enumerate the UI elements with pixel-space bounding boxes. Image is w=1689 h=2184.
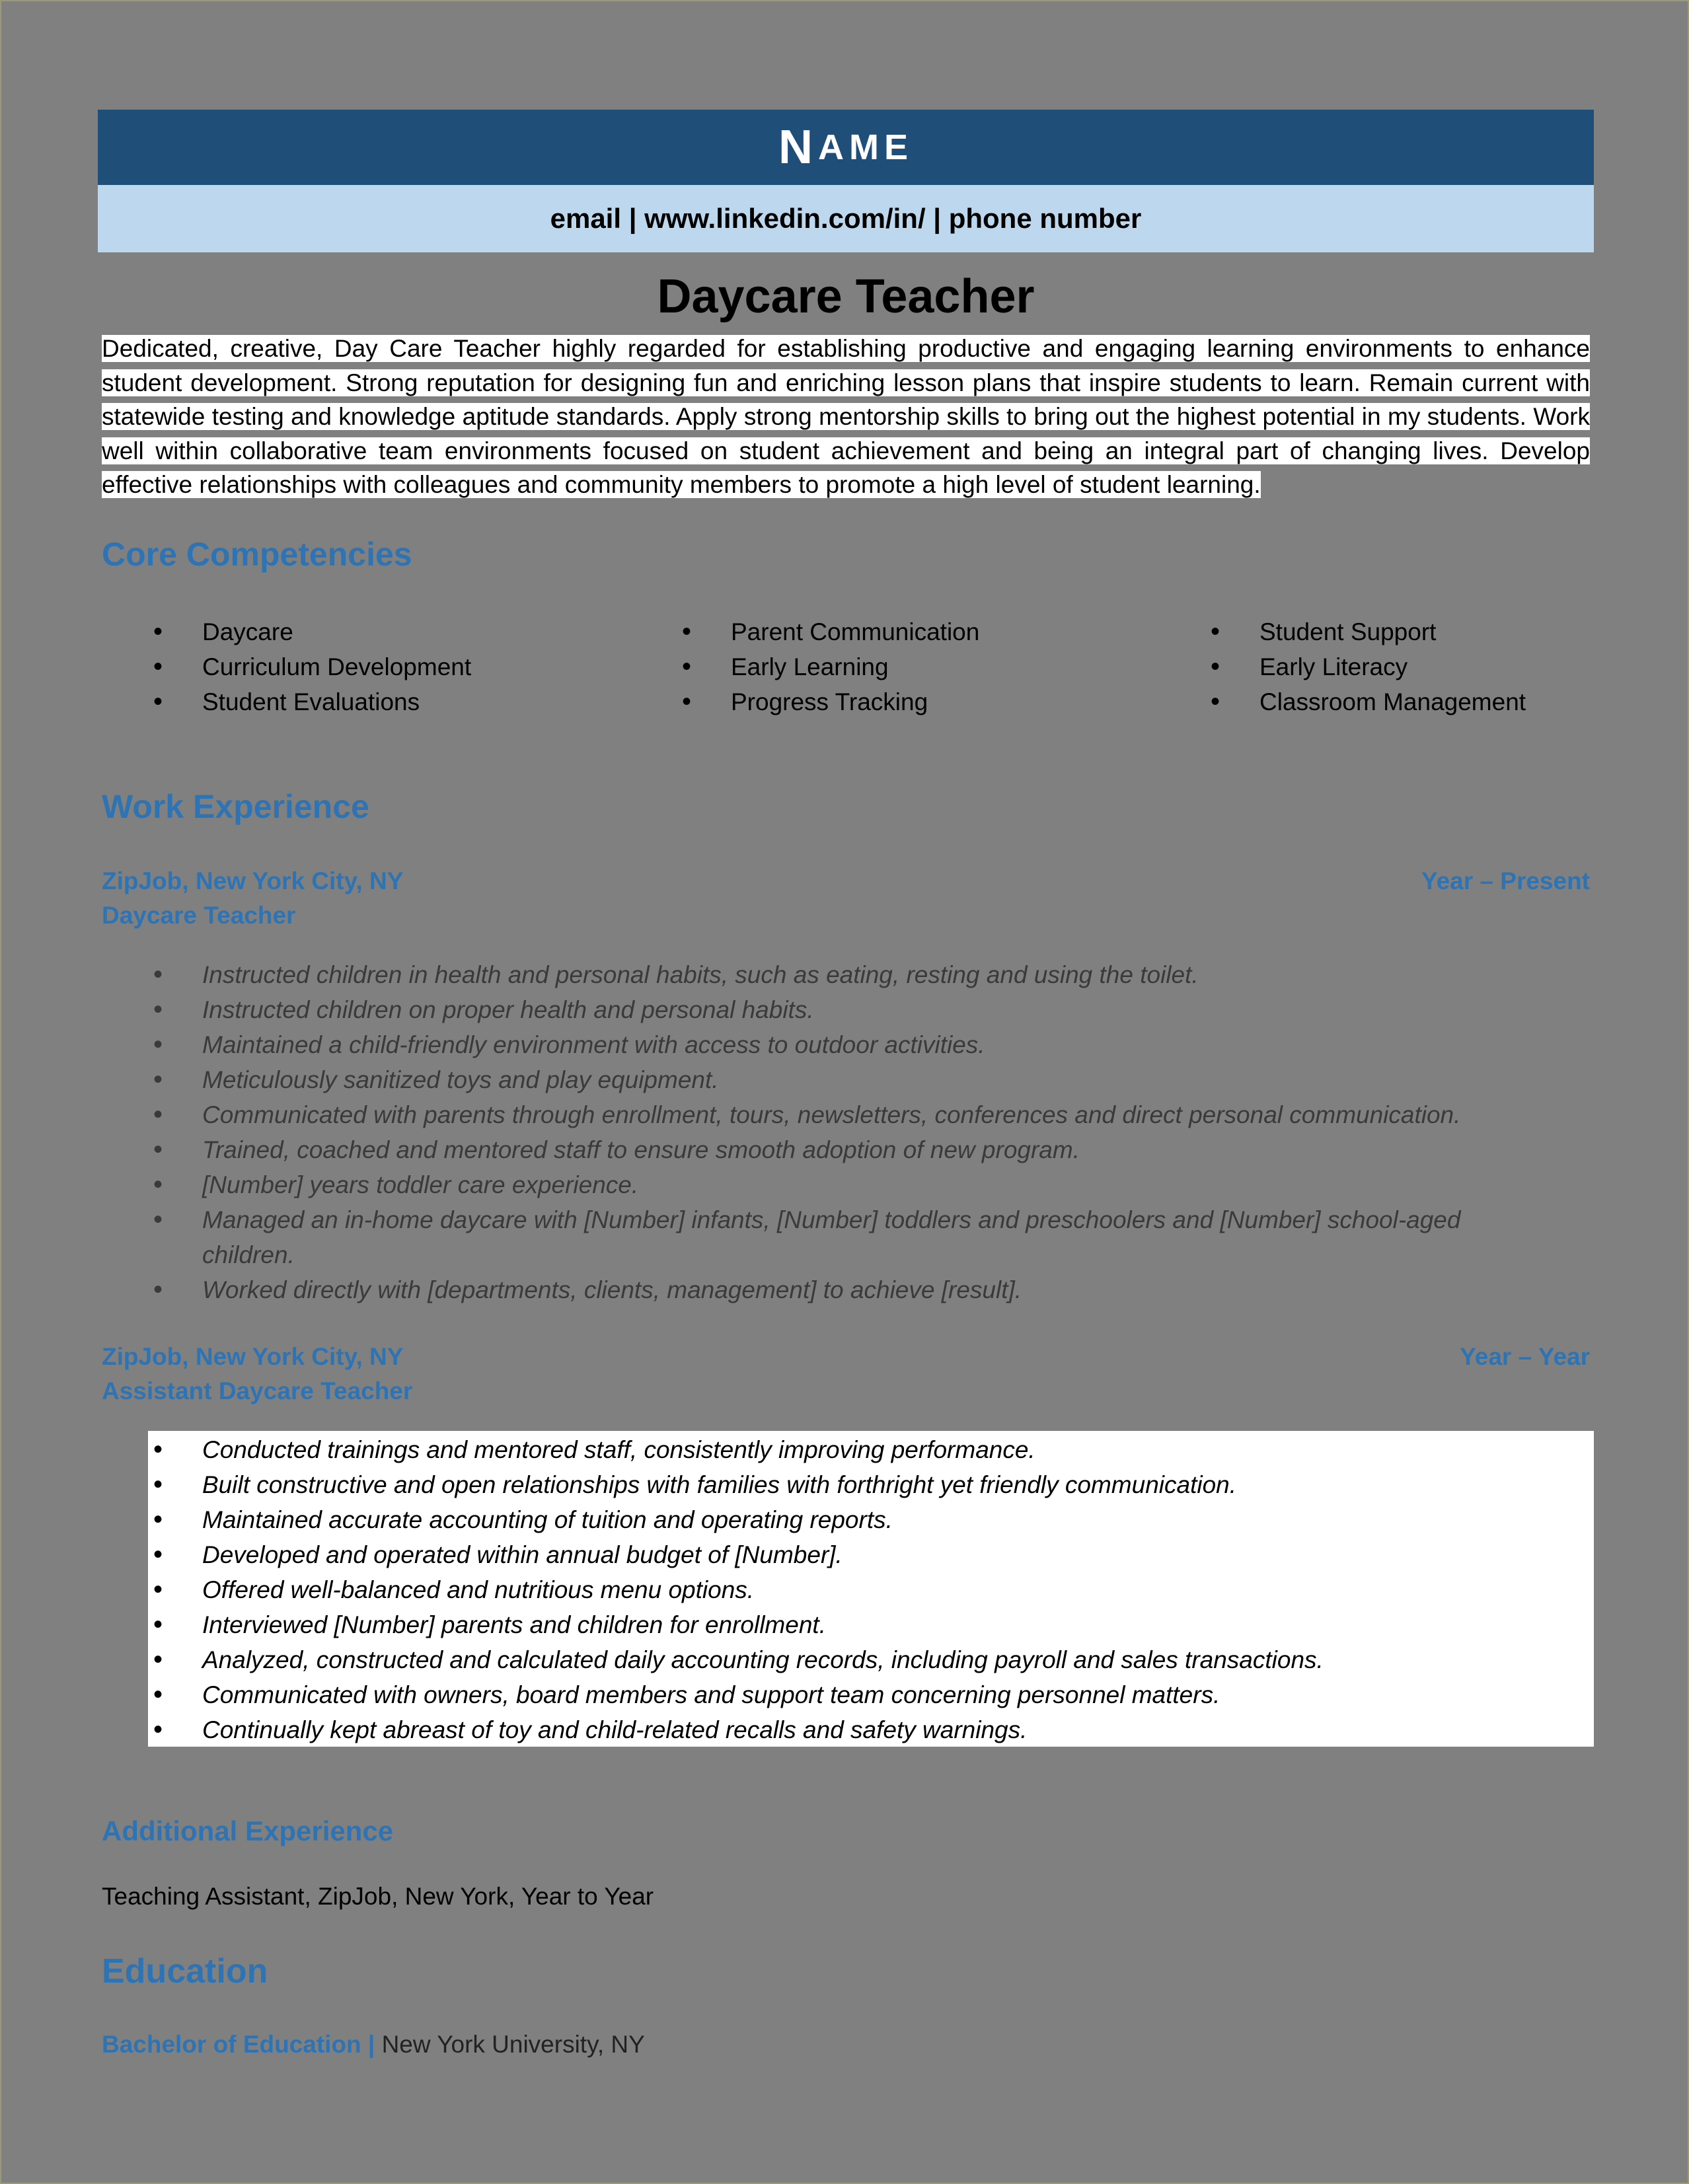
job-bullet: • Communicated with parents through enrollment, tours, newsletters, conferences and direct personal communication. [151,1097,1538,1132]
job-2-company: ZipJob, New York City, NY [102,1343,404,1370]
job-bullet: • Meticulously sanitized toys and play equipment. [151,1062,1538,1097]
competency-item: • Daycare [151,614,653,649]
job-bullet: • Worked directly with [departments, clients, management] to achieve [result]. [151,1272,1538,1307]
job-bullet: • Instructed children on proper health and personal habits. [151,992,1538,1027]
job-1-bullets [151,957,1538,1307]
competency-item: • Curriculum Development [151,649,653,684]
job-1-header [102,864,1590,933]
competency-item: • Student Evaluations [151,684,653,719]
job-bullet: • Maintained accurate accounting of tuition and operating reports. [151,1502,1571,1537]
job-bullet: • Offered well-balanced and nutritious menu options. [151,1572,1571,1607]
additional-experience-heading: Additional Experience [102,1815,394,1846]
competency-item: • Early Literacy [1208,649,1689,684]
job-bullet: • Instructed children in health and personal habits, such as eating, resting and using the toilet. [151,957,1538,992]
job-bullet: • Interviewed [Number] parents and children for enrollment. [151,1607,1571,1642]
name-rest: AME [818,127,913,167]
job-bullet: • Developed and operated within annual budget of [Number]. [151,1537,1571,1572]
work-experience-heading: Work Experience [102,788,369,825]
summary-text: Dedicated, creative, Day Care Teacher highly regarded for establishing productive and engaging learning environments to enhance student development. Strong reputation for designing fun and enriching lesson plans that inspire students to learn. Remain current with statewide testing and knowledge aptitude standards. Apply strong mentorship skills to bring out the highest potential in my students. Work well within collaborative team environments focused on student achievement and being an integral part of changing lives. Develop effective relationships with colleagues and community members to promote a high level of student learning. [102,335,1590,498]
job-1-dates: Year – Present [1421,867,1590,894]
competencies-column-3 [1208,614,1689,719]
job-2-header [102,1340,1590,1408]
job-bullet: • Maintained a child-friendly environment with access to outdoor activities. [151,1027,1538,1062]
job-title: Daycare Teacher [657,270,1035,323]
job-bullet: • Managed an in-home daycare with [Number] infants, [Number] toddlers and preschoolers and [Number] school-aged children. [151,1202,1538,1272]
job-bullet: • Communicated with owners, board members and support team concerning personnel matters. [151,1677,1571,1712]
competencies-column-1 [151,614,653,719]
competency-item: • Parent Communication [679,614,1182,649]
contact-line: email | www.linkedin.com/in/ | phone number [98,185,1594,252]
core-competencies-heading: Core Competencies [102,536,412,573]
job-2-bullets [151,1432,1571,1747]
job-2-dates: Year – Year [1460,1343,1590,1370]
job-bullet: • Continually kept abreast of toy and child-related recalls and safety warnings. [151,1712,1571,1747]
job-1-company: ZipJob, New York City, NY [102,867,404,894]
additional-experience-text: Teaching Assistant, ZipJob, New York, Year to Year [102,1883,654,1910]
competency-item: • Student Support [1208,614,1689,649]
competency-item: • Progress Tracking [679,684,1182,719]
competency-item: • Classroom Management [1208,684,1689,719]
competency-item: • Early Learning [679,649,1182,684]
job-2-role: Assistant Daycare Teacher [102,1377,413,1404]
job-bullet: • Conducted trainings and mentored staff, consistently improving performance. [151,1432,1571,1467]
job-bullet: • Analyzed, constructed and calculated daily accounting records, including payroll and sales transactions. [151,1642,1571,1677]
education-heading: Education [102,1952,268,1990]
job-bullet: • [Number] years toddler care experience. [151,1167,1538,1202]
education-degree: Bachelor of Education | [102,2031,375,2058]
education-school: New York University, NY [381,2031,645,2058]
education-entry [102,2031,645,2058]
job-bullet: • Built constructive and open relationships with families with forthright yet friendly communication. [151,1467,1571,1502]
job-bullet: • Trained, coached and mentored staff to ensure smooth adoption of new program. [151,1132,1538,1167]
job-1-role: Daycare Teacher [102,902,296,929]
name-banner [98,110,1594,185]
name-first-letter: N [778,121,818,174]
competencies-column-2 [679,614,1182,719]
summary [102,332,1590,502]
